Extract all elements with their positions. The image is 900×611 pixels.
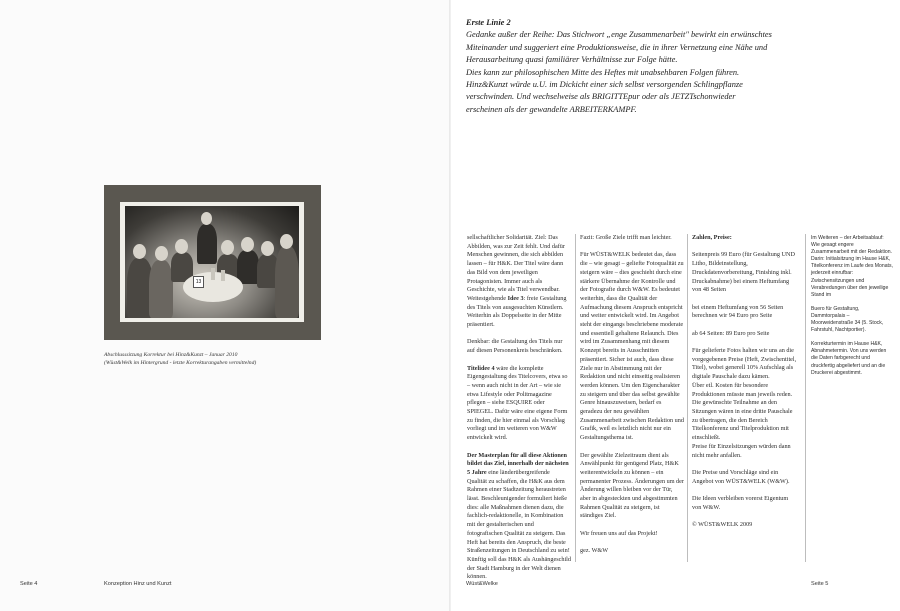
paragraph bbox=[467, 234, 571, 330]
person-face bbox=[241, 237, 254, 252]
intro-line: Dies kann zur philosophischen Mitte des Heftes mit unabsehbaren Folgen führen. bbox=[466, 67, 740, 77]
paragraph: Im Weiteren – der Arbeitsablauf: Wie gesagt engere Zusammenarbeit mit der Redaktion. bbox=[811, 235, 892, 256]
text: wäre die komplette Eigengestaltung des Titelcovers, etwa so – wenn auch nicht in der Art – wie sie etwa Lifestyle oder Politmagazine pflegen – siehe ESQUIRE oder SPIEGEL. Dafür wäre eine eigene Form zu finden, die hier einmal als Vorschlag vorliegt und im weiteren von W&W entwickelt wird. bbox=[467, 364, 568, 442]
intro-line: erscheinen als der gewandelte ARBEITERKAMPF. bbox=[466, 104, 637, 114]
person-face bbox=[261, 241, 274, 256]
intro-line: Miteinander und suggeriert eine Produktionsweise, die in ihrer Vernetzung eine Nähe und bbox=[466, 42, 768, 52]
photo-print bbox=[120, 202, 304, 322]
page-number-right: Seite 5 bbox=[811, 581, 829, 587]
person bbox=[237, 250, 259, 284]
paragraph: Die Ideen verbleiben vorerst Eigentum von W&W. bbox=[692, 495, 789, 511]
text: sellschaftlicher Solidarität. Ziel: Das Abbilden, was zur Zeit fehlt. Und dafür Menschen gewinnen, die sich abbilden lassen – für H&K. Der Titel wäre dann das Bild von dem jeweiligen Protagonisten. Immer auch als Geschichte, wie als Titel verwendbar. Weitestgehende bbox=[467, 234, 565, 302]
paragraph: Für WÜST&WELK bedeutet das, dass die – wie gesagt – geliefte Fotoqualität zu steigern wäre – dies geschieht durch eine stärkere Übernahme der Kontrolle und der Fotografie durch W&W. Es bedeutet weiterhin, dass die Qualität der Aufmachung diesem Anspruch entspricht und weiter entwickelt wird. Im Angebot steht der eingangs beschriebene moderate und essentiell gehaltene Relaunch. Dies wird im Zusammenhang mit diesem Konzept bereits in Ausschnitten präsentiert. Sicher ist auch, dass diese Ziele nur in Abstimmung mit der Redaktion und nicht einseitig realisieren werden können. Um den Eigencharakter zu steigern und über das selbst gewählte Genre hinauszuweisen, bedarf es geradezu der neu gewählten Zusammenarbeit zwischen Redaktion und Grafik, weil es letztlich nicht nur ein Gestaltungsthema ist. bbox=[580, 251, 684, 442]
bold-text: Titelidee 4 bbox=[467, 364, 495, 372]
intro-line: Hinz&Kunzt würde u.U. im Dickicht einer sich selbst versorgenden Schlingpflanze bbox=[466, 80, 743, 90]
text-column-2 bbox=[580, 234, 684, 565]
person-face bbox=[201, 212, 212, 225]
photo-mount bbox=[104, 185, 321, 340]
heading: Zahlen, Preise: bbox=[692, 234, 732, 241]
caption-line: (Wüst&Welk im Hintergrund - letzte Korrekturangaben vermittelnd) bbox=[104, 360, 257, 366]
paragraph: Der gewählte Zielzeitraum dient als Anwählpunkt für genügend Platz, H&K weiterentwickeln zu können – ein permanenter Prozess. Änderungen um der Änderung willen bleiben vor der Tür, aber in abgesteckten und abgestimmten Rahmen Qualität zu steigern, ist ständiges Ziel. bbox=[580, 451, 684, 520]
person-face bbox=[221, 240, 234, 255]
intro-line: Gedanke außer der Reihe: Das Stichwort „enge Zusammenarbeit" bewirkt ein erwünschtes bbox=[466, 30, 772, 40]
bold-text: Der Masterplan für all diese Aktionen bildet das Ziel, innerhalb der nächsten 5 Jahre bbox=[467, 451, 569, 476]
person bbox=[197, 224, 217, 264]
paragraph: bei einem Heftumfang von 56 Seiten berechnen wir 94 Euro pro Seite bbox=[692, 303, 784, 320]
footer-brand-right: Wüst&Welke bbox=[466, 581, 498, 587]
prices-heading bbox=[692, 234, 799, 243]
paragraph: Preise für Einzelsitzungen würden dann nicht mehr anfallen. bbox=[692, 442, 791, 459]
intro-title: Erste Linie 2 bbox=[466, 18, 511, 27]
photo-caption bbox=[104, 351, 334, 367]
paragraph: Fazit: Große Ziele trifft man leichter. bbox=[580, 234, 672, 241]
person bbox=[149, 260, 173, 318]
paragraph: Buero für Gestaltung, Dammtorpalais – Moorweidenstraße 34 (5. Stock, Fahrstuhl, Nachtportier). bbox=[811, 305, 884, 334]
group-photo bbox=[125, 206, 299, 318]
paragraph: Denkbar: die Gestaltung des Titels nur auf diesen Personenkreis beschränken. bbox=[467, 338, 563, 355]
text: : freie Gestaltung des Titels von ausgesuchten Künstlern. Weiterhin als Doppelseite in der Mitte präsentiert. bbox=[467, 294, 567, 329]
paragraph: Korrekturtermin im Hause H&K, Abnahmetermin. Von uns werden die Daten farbgerecht und druckfertig abgeliefert und an die Druckerei abgestimmt. bbox=[811, 341, 887, 376]
paragraph: ab 64 Seiten: 89 Euro pro Seite bbox=[692, 329, 770, 337]
page-gutter bbox=[449, 0, 451, 611]
text-column-3 bbox=[692, 234, 799, 538]
column-divider bbox=[575, 234, 576, 562]
table-number-card: 13 bbox=[193, 276, 204, 288]
footer-title-left: Konzeption Hinz und Kunzt bbox=[104, 581, 172, 587]
paragraph: gez. W&W bbox=[580, 547, 609, 555]
paragraph: Wir freuen uns auf das Projekt! bbox=[580, 529, 658, 537]
glass bbox=[221, 270, 225, 281]
text-column-4 bbox=[811, 235, 893, 385]
paragraph bbox=[467, 365, 571, 443]
glass bbox=[211, 268, 215, 280]
paragraph: Für gelieferte Fotos halten wir uns an die vorgegebenen Preise (Heft, Zwischentitel, Titel), wobei generell 10% Aufschlag als digitale Pauschale dazu kämen. bbox=[692, 347, 797, 381]
person bbox=[275, 246, 299, 318]
page-number-left: Seite 4 bbox=[20, 581, 38, 587]
person-face bbox=[280, 234, 293, 249]
text-column-1 bbox=[467, 234, 571, 591]
caption-line: Abschlusssitzung Korrektur bei Hinz&Kunzt – Januar 2010 bbox=[104, 352, 238, 358]
person-face bbox=[155, 246, 168, 261]
person-face bbox=[133, 244, 146, 259]
bold-text: Idee 3 bbox=[507, 294, 524, 302]
intro-line: Herausarbeitung quasi familiärer Verhältnisse zur Folge hätte. bbox=[466, 55, 678, 65]
copyright: © WÜST&WELK 2009 bbox=[692, 521, 753, 529]
paragraph: Seitenpreis 99 Euro (für Gestaltung UND Litho, Bildeinstellung, Druckdatenvorbereitung, Finishing inkl. Druckabnahme) bei einem Heftumfang von 48 Seiten bbox=[692, 251, 795, 294]
text: eine länderübergreifende Qualität zu schaffen, die H&K aus dem Rahmen einer Stadtzeitung heraustreten lässt. Beschleunigender formuliert hieße dies: alle Maßnahmen dienen dazu, die fachlich-redaktionelle, in Kombination mit der gestalterischen und fotografischen Qualität zu steigern. Das Heft hat bereits den Anspruch, die beste Straßenzeitungen in Deutschland zu sein! Künftig soll das H&K als Aushängeschild der Stadt Hamburg in der Welt dienen können. bbox=[467, 468, 571, 581]
intro-block bbox=[466, 17, 796, 116]
person-face bbox=[175, 239, 188, 254]
column-divider bbox=[805, 234, 806, 562]
paragraph: Über etl. Kosten für besondere Produktionen müsste man jeweils reden. Die gewünschte Teilnahme an den Sitzungen wären in eine dritte Pauschale zu übertragen, die den Bereich Titelkonferenz und Titelproduktion mit einschließt. bbox=[692, 381, 793, 442]
column-divider bbox=[687, 234, 688, 562]
paragraph: Darin: Initialsitzung im Hause H&K, Titelkonferenz im Laufe des Monats, jederzeit einrufbar: Zwischensitzungen und Verabredungen über den jeweilige Stand im bbox=[811, 256, 893, 298]
paragraph bbox=[467, 452, 571, 583]
paragraph: Die Preise und Vorschläge sind ein Angebot von WÜST&WELK (W&W). bbox=[692, 468, 790, 485]
intro-line: verschwinden. Und wechselweise als BRIGITTEpur oder als JETZTschonwieder bbox=[466, 92, 736, 102]
